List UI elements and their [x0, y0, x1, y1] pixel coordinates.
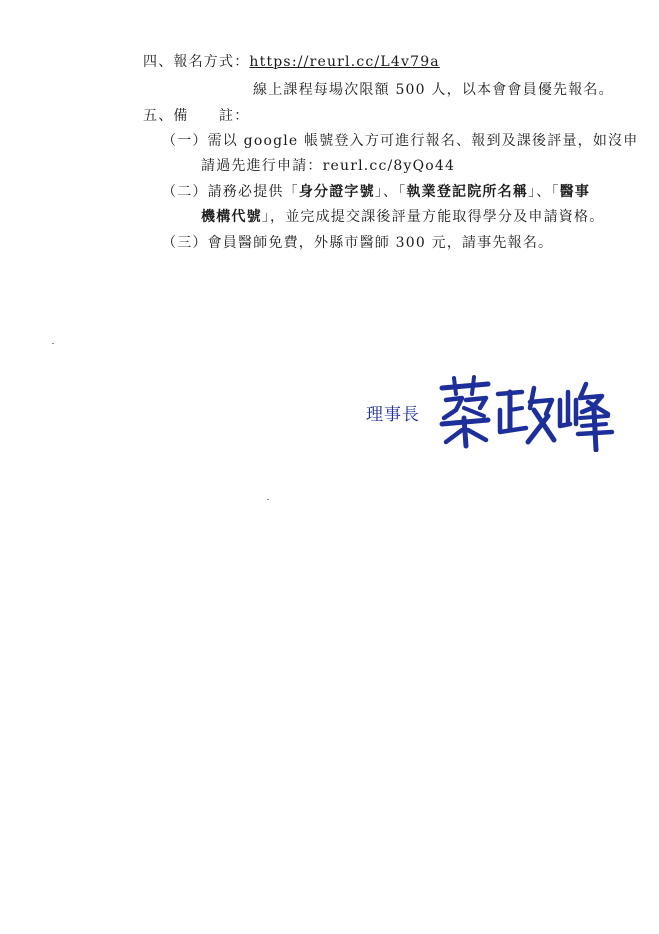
note-item-2-number: （二）: [162, 184, 208, 200]
clinic-name-field: 執業登記院所名稱: [406, 184, 529, 200]
id-number-field: 身分證字號: [298, 184, 375, 200]
section-4-note: 線上課程每場次限額 500 人，以本會會員優先報名。: [253, 82, 614, 98]
handwritten-signature: [436, 374, 616, 452]
note-item-3: [162, 233, 553, 253]
note-item-1-continuation: 請過先進行申請：reurl.cc/8yQo44: [201, 158, 456, 174]
scan-speck: [267, 499, 269, 500]
note-item-2: [162, 182, 590, 202]
note-item-3-number: （三）: [162, 235, 208, 251]
note-item-3-text: 會員醫師免費，外縣市醫師 300 元，請事先報名。: [207, 235, 554, 251]
institution-code-field: 醫事: [559, 184, 591, 200]
note-item-2-suffix: 」，並完成提交課後評量方能取得學分及申請資格。: [261, 209, 605, 225]
note-item-1: [162, 131, 638, 151]
section-4-row: [143, 52, 440, 72]
registration-link[interactable]: https://reurl.cc/L4v79a: [249, 54, 440, 70]
note-item-2-separator: 」、「: [374, 184, 407, 200]
note-item-2-text: 請務必提供「: [207, 184, 299, 200]
signatory-title: 理事長: [366, 405, 420, 425]
note-item-1-text: 需以 google 帳號登入方可進行報名、報到及課後評量，如沒申: [207, 133, 639, 149]
note-item-1-number: （一）: [162, 133, 208, 149]
section-4-label: 四、報名方式：: [143, 54, 250, 70]
note-item-2-separator: 」、「: [528, 184, 560, 200]
note-item-2-continuation: [201, 207, 604, 227]
institution-code-field-cont: 機構代號: [201, 209, 262, 225]
scan-speck: [52, 343, 54, 344]
section-5-label: 五、備 註：: [143, 108, 250, 124]
signature-block: [366, 374, 626, 452]
